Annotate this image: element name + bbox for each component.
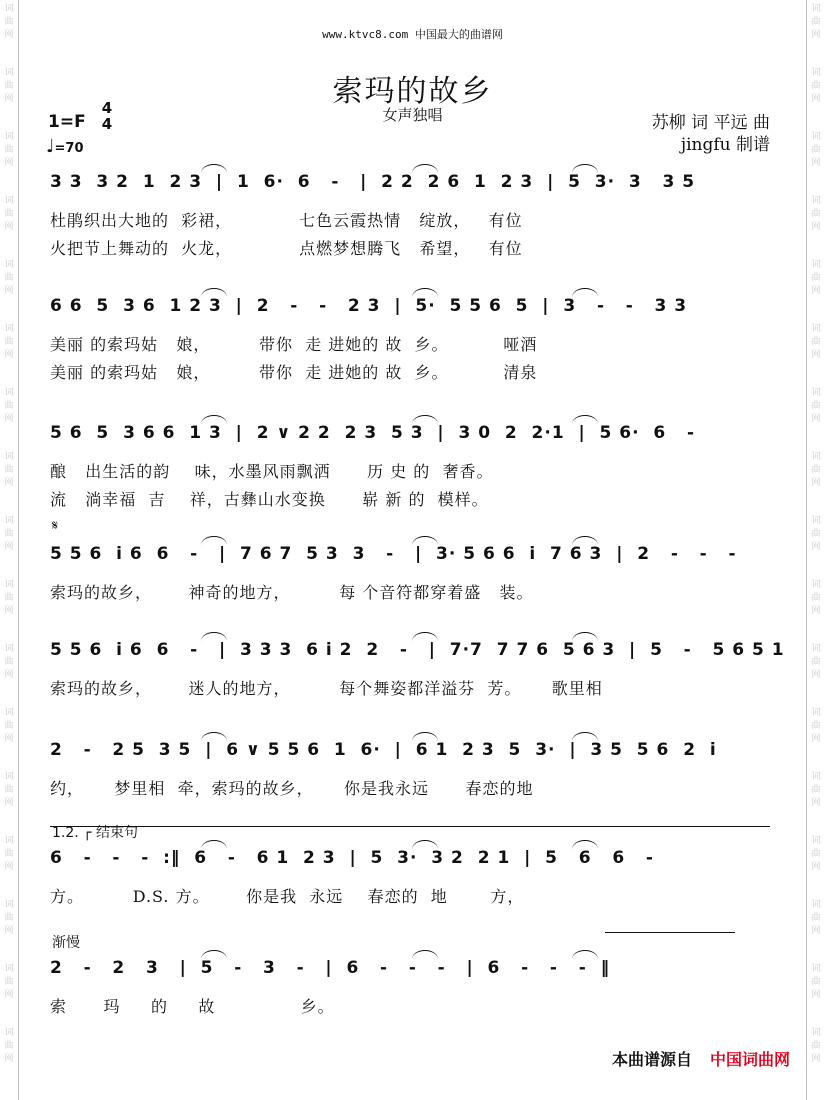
watermark-char: 曲	[4, 849, 14, 859]
slur	[572, 288, 598, 297]
watermark-char: 曲	[811, 849, 821, 859]
watermark-char: 词	[4, 132, 14, 142]
watermark-char: 曲	[4, 785, 14, 795]
watermark-char: 网	[4, 542, 14, 552]
watermark-char: 网	[4, 222, 14, 232]
watermark-char: 词	[811, 260, 821, 270]
watermark-char: 网	[811, 542, 821, 552]
slur	[412, 415, 438, 424]
watermark-char: 曲	[811, 721, 821, 731]
lyricist-composer: 苏柳 词 平远 曲	[651, 113, 770, 133]
watermark-char: 网	[811, 990, 821, 1000]
watermark-char: 曲	[4, 657, 14, 667]
site-header: www.ktvc8.com 中国最大的曲谱网	[322, 28, 503, 41]
watermark-char: 词	[811, 964, 821, 974]
watermark-char: 网	[811, 606, 821, 616]
watermark-char: 词	[4, 1028, 14, 1038]
source-footer	[612, 1047, 790, 1070]
watermark-char: 网	[811, 862, 821, 872]
system-mark: 𝄋	[52, 518, 59, 534]
watermark-char: 曲	[811, 273, 821, 283]
watermark-char: 词	[4, 4, 14, 14]
watermark-char: 网	[4, 414, 14, 424]
watermark-char: 词	[4, 708, 14, 718]
source-label: 本曲谱源自	[611, 1050, 692, 1069]
watermark-char: 网	[4, 94, 14, 104]
watermark-char: 曲	[811, 401, 821, 411]
watermark-char: 词	[4, 388, 14, 398]
watermark-char: 词	[811, 132, 821, 142]
watermark-char: 网	[811, 158, 821, 168]
watermark-char: 网	[811, 478, 821, 488]
tempo-marking	[46, 136, 83, 157]
notation-line: 5 5 6 i 6 6 - | 7 6 7 5 3 3 - | 3· 5 6 6 i 7 6 3 | 2 - - -	[50, 544, 737, 564]
notation-line: 2 - 2 3 | 5 - 3 - | 6 - - - | 6 - - - ‖	[50, 958, 611, 978]
watermark-char: 网	[4, 926, 14, 936]
slur	[412, 632, 438, 641]
slur	[572, 632, 598, 641]
watermark-char: 曲	[811, 529, 821, 539]
system-mark: 1.2. ┌ 结束句	[52, 825, 139, 841]
watermark-char: 网	[4, 286, 14, 296]
slur	[412, 164, 438, 173]
watermark-char: 曲	[4, 721, 14, 731]
watermark-char: 曲	[811, 81, 821, 91]
slur	[412, 732, 438, 741]
watermark-char: 曲	[4, 81, 14, 91]
lyric-line: 火把节上舞动的 火龙， 点燃梦想腾飞 希望， 有位	[50, 239, 523, 258]
watermark-char: 网	[4, 734, 14, 744]
watermark-char: 曲	[4, 977, 14, 987]
lyric-line: 索 玛 的 故 乡。	[50, 997, 335, 1016]
watermark-char: 网	[4, 158, 14, 168]
watermark-char: 网	[4, 670, 14, 680]
watermark-char: 词	[811, 772, 821, 782]
watermark-char: 词	[811, 388, 821, 398]
slur	[572, 536, 598, 545]
slur	[412, 950, 438, 959]
watermark-char: 词	[4, 580, 14, 590]
volta-bracket	[50, 826, 770, 827]
watermark-char: 词	[4, 260, 14, 270]
lyric-line: 流 淌幸福 吉 祥，古彝山水变换 崭 新 的 模样。	[50, 490, 489, 509]
watermark-char: 网	[811, 926, 821, 936]
watermark-char: 曲	[811, 785, 821, 795]
watermark-char: 网	[4, 606, 14, 616]
lyric-line: 杜鹃织出大地的 彩裙， 七色云霞热情 绽放， 有位	[50, 211, 523, 230]
transcriber: jingfu 制谱	[680, 135, 770, 155]
lyric-line: 酿 出生活的韵 味，水墨风雨飘洒 历 史 的 奢香。	[50, 462, 494, 481]
watermark-char: 曲	[4, 529, 14, 539]
notation-line: 2 - 2 5 3 5 | 6 ∨ 5 5 6 1 6· | 6 1 2 3 5 3· | 3 5 5 6 2 i	[50, 740, 717, 760]
lyric-line: 方。 D.S. 方。 你是我 永远 春恋的 地 方，	[50, 887, 525, 906]
lyric-line: 约， 梦里相 牵，索玛的故乡， 你是我永远 春恋的地	[50, 779, 534, 798]
watermark-char: 网	[811, 94, 821, 104]
slur	[201, 415, 227, 424]
watermark-char: 词	[811, 644, 821, 654]
watermark-char: 网	[4, 350, 14, 360]
slur	[201, 950, 227, 959]
slur	[572, 732, 598, 741]
watermark-char: 曲	[811, 657, 821, 667]
watermark-char: 词	[811, 580, 821, 590]
watermark-char: 网	[4, 1054, 14, 1064]
watermark-char: 网	[811, 30, 821, 40]
watermark-char: 词	[811, 196, 821, 206]
slur	[201, 536, 227, 545]
notation-line: 5 6 5 3 6 6 1 3 | 2 ∨ 2 2 2 3 5 3 | 3 0 2 2·1 | 5 6· 6 -	[50, 423, 696, 443]
watermark-char: 曲	[811, 465, 821, 475]
watermark-char: 曲	[811, 145, 821, 155]
watermark-char: 网	[4, 798, 14, 808]
slur	[572, 415, 598, 424]
key-signature: 1=F	[48, 112, 86, 132]
watermark-char: 词	[811, 324, 821, 334]
watermark-char: 曲	[4, 17, 14, 27]
watermark-char: 词	[811, 1028, 821, 1038]
credits	[652, 112, 770, 156]
watermark-char: 曲	[4, 209, 14, 219]
slur	[201, 288, 227, 297]
slur	[201, 632, 227, 641]
watermark-char: 曲	[4, 913, 14, 923]
song-subtitle: 女声独唱	[382, 106, 443, 124]
lyric-line: 索玛的故乡， 迷人的地方， 每个舞姿都洋溢芬 芳。 歌里相	[50, 679, 603, 698]
time-signature	[100, 100, 114, 132]
watermark-char: 曲	[4, 337, 14, 347]
watermark-char: 词	[811, 708, 821, 718]
watermark-char: 词	[4, 452, 14, 462]
meter-bottom: 4	[101, 115, 113, 133]
notation-line: 5 5 6 i 6 6 - | 3 3 3 6 i 2 2 - | 7·7 7 7 6 5 6 3 | 5 - 5 6 5 1	[50, 640, 785, 660]
watermark-char: 词	[4, 196, 14, 206]
slur	[412, 840, 438, 849]
slur	[201, 732, 227, 741]
watermark-char: 词	[811, 516, 821, 526]
quarter-note-icon: ♩	[46, 136, 55, 157]
slur	[572, 164, 598, 173]
watermark-char: 网	[811, 286, 821, 296]
watermark-char: 曲	[811, 977, 821, 987]
ritardando-line	[605, 932, 735, 933]
watermark-char: 网	[4, 990, 14, 1000]
watermark-char: 网	[811, 350, 821, 360]
watermark-char: 网	[811, 1054, 821, 1064]
watermark-char: 网	[4, 862, 14, 872]
watermark-char: 网	[811, 670, 821, 680]
system-mark: 渐慢	[52, 935, 80, 951]
watermark-char: 词	[811, 68, 821, 78]
watermark-char: 词	[4, 900, 14, 910]
watermark-char: 词	[4, 324, 14, 334]
watermark-char: 网	[4, 30, 14, 40]
watermark-char: 词	[4, 772, 14, 782]
watermark-char: 曲	[4, 401, 14, 411]
slur	[201, 164, 227, 173]
watermark-char: 曲	[4, 145, 14, 155]
notation-line: 6 6 5 3 6 1 2 3 | 2 - - 2 3 | 5· 5 5 6 5 | 3 - - 3 3	[50, 296, 688, 316]
watermark-char: 词	[811, 4, 821, 14]
watermark-char: 曲	[811, 593, 821, 603]
watermark-char: 词	[4, 644, 14, 654]
watermark-char: 曲	[811, 17, 821, 27]
slur	[572, 840, 598, 849]
watermark-char: 词	[811, 452, 821, 462]
notation-line: 6 - - - :‖ 6 - 6 1 2 3 | 5 3· 3 2 2 1 | 5 6 6 -	[50, 848, 654, 868]
slur	[572, 950, 598, 959]
watermark-char: 曲	[4, 273, 14, 283]
watermark-char: 词	[4, 964, 14, 974]
watermark-char: 词	[4, 68, 14, 78]
watermark-char: 网	[4, 478, 14, 488]
watermark-char: 曲	[811, 913, 821, 923]
watermark-char: 词	[4, 516, 14, 526]
watermark-char: 网	[811, 798, 821, 808]
watermark-char: 词	[4, 836, 14, 846]
watermark-char: 网	[811, 414, 821, 424]
watermark-char: 曲	[811, 1041, 821, 1051]
watermark-char: 词	[811, 836, 821, 846]
watermark-char: 曲	[811, 209, 821, 219]
lyric-line: 索玛的故乡， 神奇的地方， 每 个音符都穿着盛 装。	[50, 583, 534, 602]
tempo-value: =70	[54, 141, 84, 156]
meter-top: 4	[101, 99, 113, 117]
watermark-char: 词	[811, 900, 821, 910]
lyric-line: 美丽 的索玛姑 娘， 带你 走 进她的 故 乡。 哑酒	[50, 335, 538, 354]
song-title: 索玛的故乡	[332, 74, 493, 109]
slur	[412, 536, 438, 545]
watermark-char: 曲	[811, 337, 821, 347]
slur	[201, 840, 227, 849]
slur	[412, 288, 438, 297]
lyric-line: 美丽 的索玛姑 娘， 带你 走 进她的 故 乡。 清泉	[50, 363, 538, 382]
watermark-char: 曲	[4, 465, 14, 475]
notation-line: 3 3 3 2 1 2 3 | 1 6· 6 - | 2 2 2 6 1 2 3 | 5 3· 3 3 5	[50, 172, 696, 192]
watermark-char: 网	[811, 222, 821, 232]
watermark-char: 曲	[4, 593, 14, 603]
source-site-link[interactable]: 中国词曲网	[709, 1050, 790, 1069]
watermark-char: 网	[811, 734, 821, 744]
watermark-char: 曲	[4, 1041, 14, 1051]
